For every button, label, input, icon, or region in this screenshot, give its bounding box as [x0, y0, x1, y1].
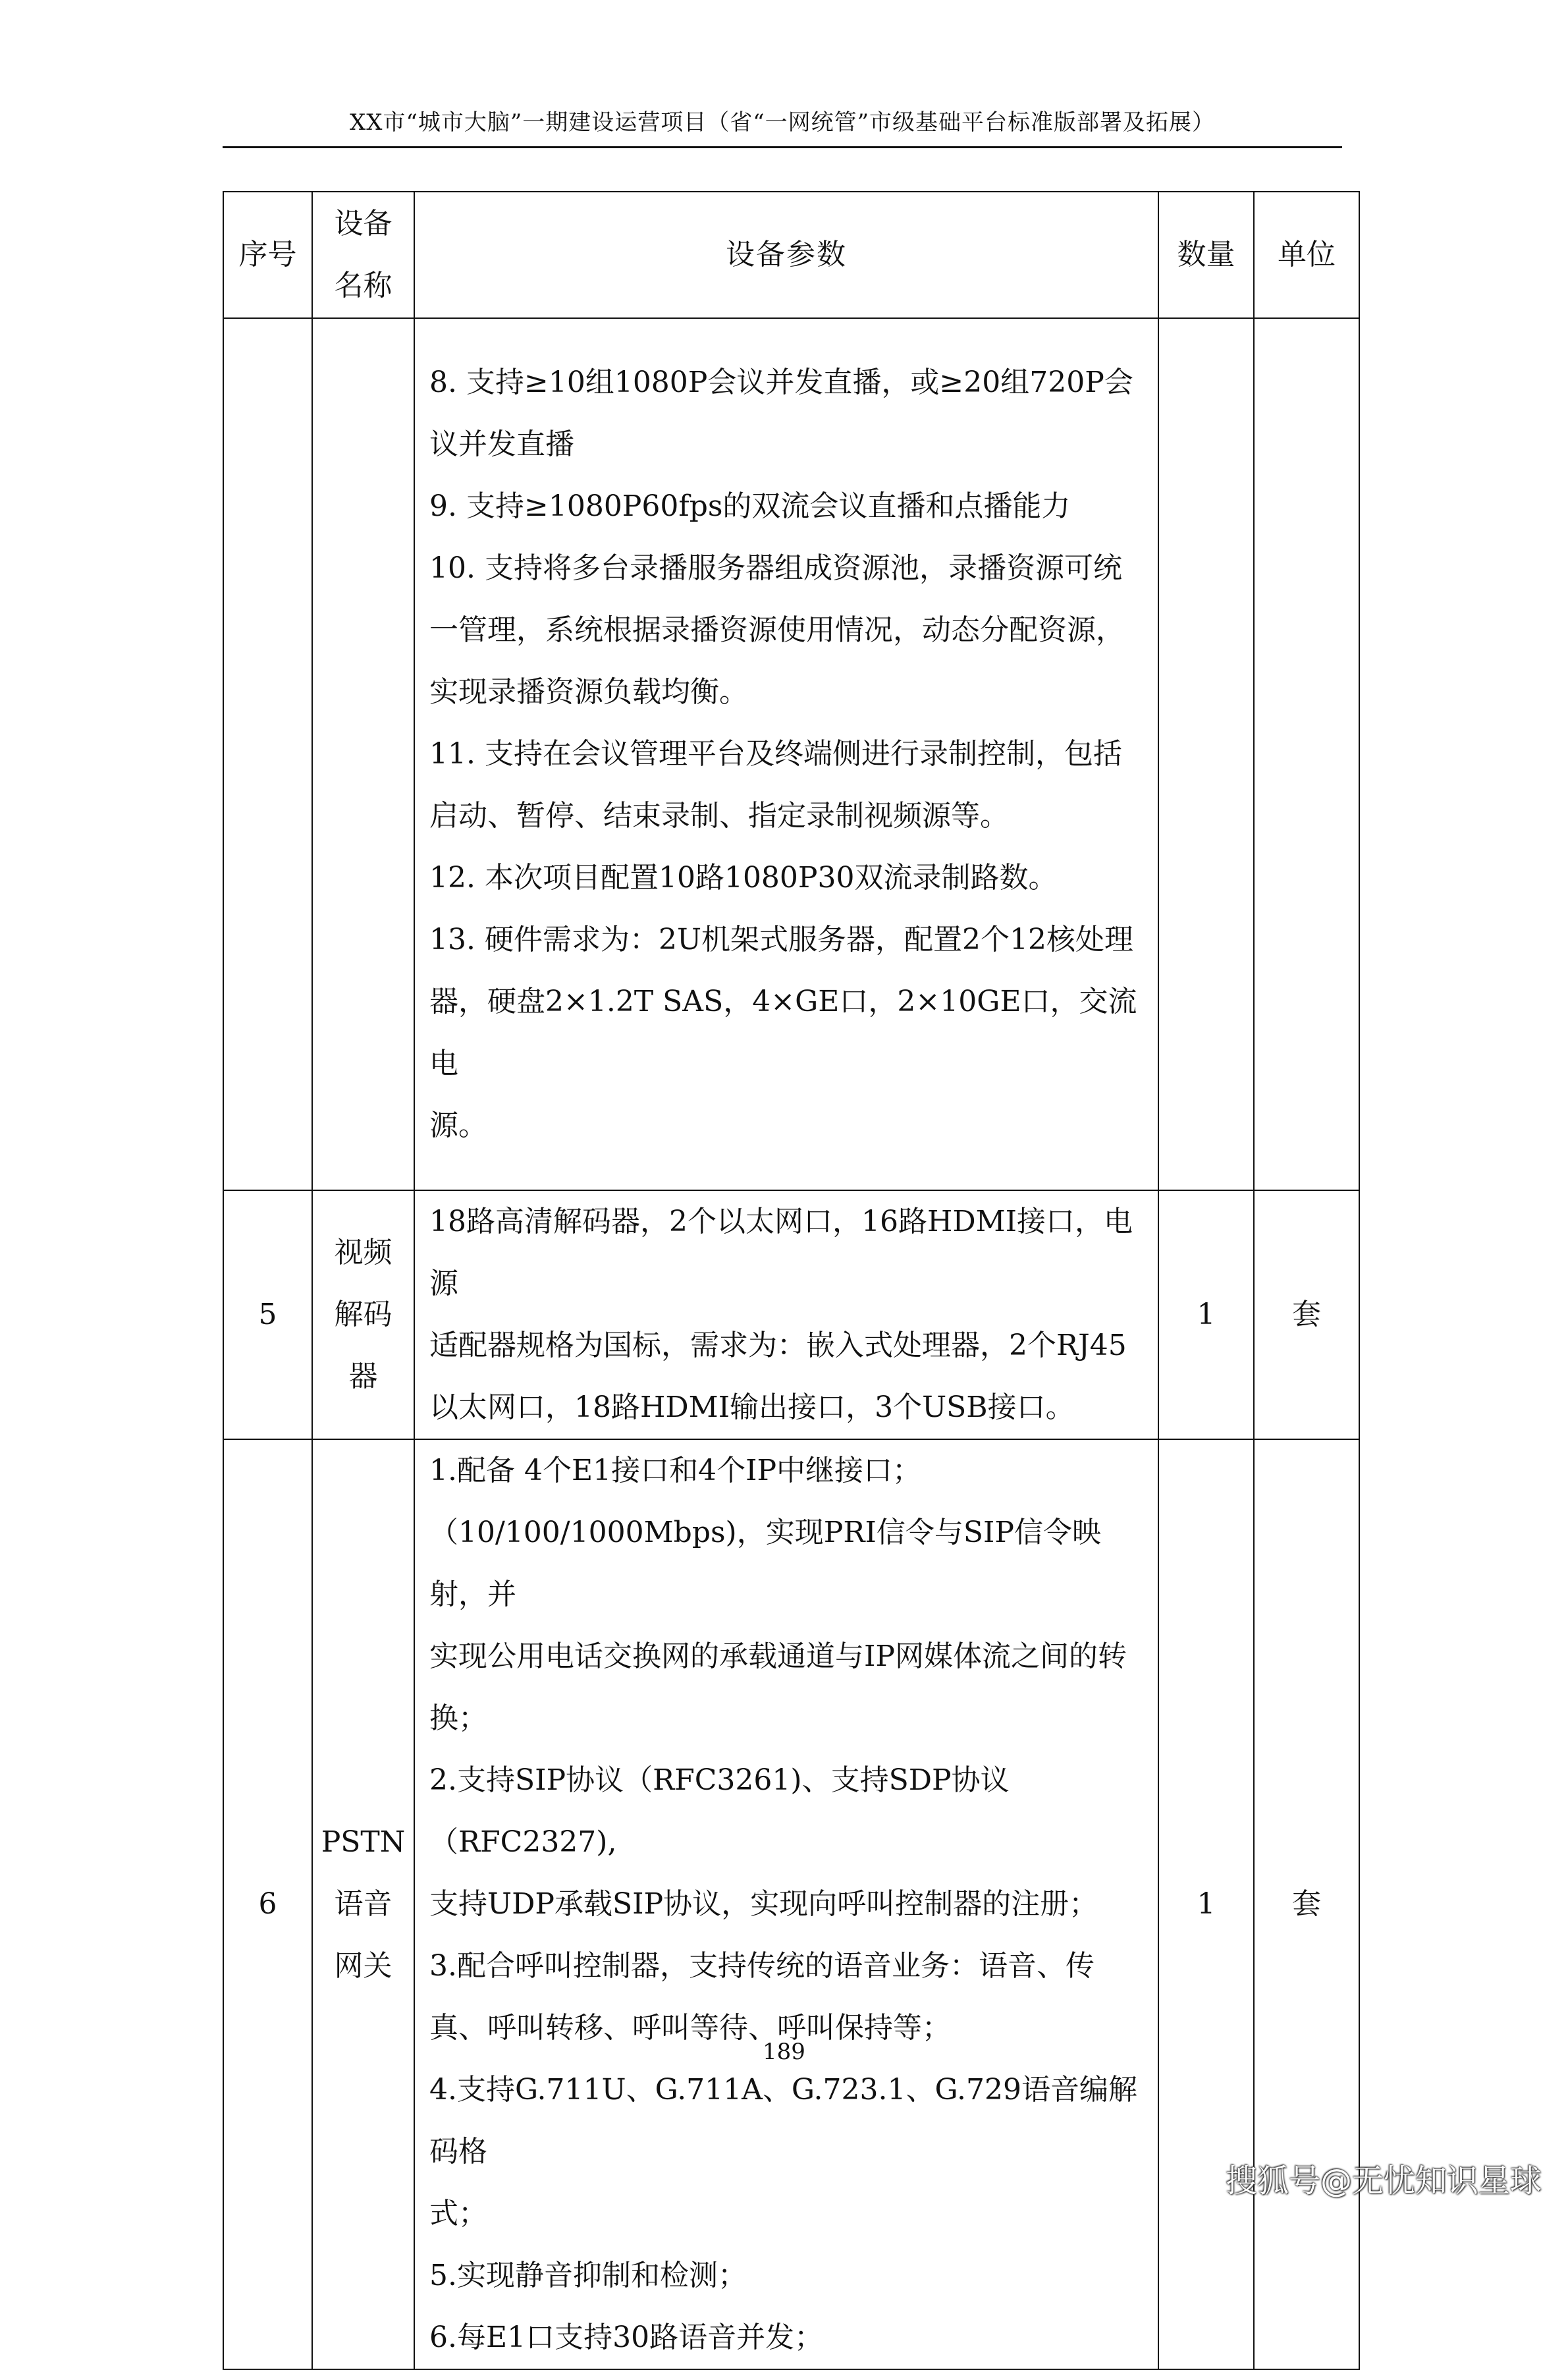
name-line: 视频 — [334, 1236, 392, 1269]
table-header-row — [223, 192, 1359, 318]
name-line: PSTN — [321, 1825, 406, 1859]
row-params — [414, 1190, 1158, 1439]
table-row — [223, 1190, 1359, 1439]
param-line: 3.配合呼叫控制器，支持传统的语音业务：语音、传 — [429, 1949, 1095, 1983]
param-line: 12. 本次项目配置10路1080P30双流录制路数。 — [429, 861, 1058, 895]
row-name — [312, 1190, 414, 1439]
param-line: 实现公用电话交换网的承载通道与IP网媒体流之间的转 — [429, 1640, 1127, 1673]
header-name — [312, 192, 414, 318]
param-line: 支持UDP承载SIP协议，实现向呼叫控制器的注册； — [429, 1887, 1098, 1921]
param-line: 源。 — [429, 1109, 487, 1142]
row-qty: 1 — [1158, 1439, 1254, 2369]
header-qty: 数量 — [1158, 192, 1254, 318]
param-line: 器，硬盘2×1.2T SAS，4×GE口，2×10GE口，交流电 — [429, 985, 1137, 1080]
row-index — [223, 318, 312, 1190]
name-line: 器 — [348, 1360, 378, 1393]
row-index: 5 — [223, 1190, 312, 1439]
row-qty — [1158, 318, 1254, 1190]
header-params: 设备参数 — [414, 192, 1158, 318]
param-line: 4.支持G.711U、G.711A、G.723.1、G.729语音编解码格 — [429, 2073, 1138, 2168]
param-line: 5.实现静音抑制和检测； — [429, 2259, 747, 2292]
header-index: 序号 — [223, 192, 312, 318]
param-line: 一管理，系统根据录播资源使用情况，动态分配资源， — [429, 613, 1125, 647]
name-line: 网关 — [334, 1949, 392, 1983]
param-line: 以太网口，18路HDMI输出接口，3个USB接口。 — [429, 1391, 1075, 1424]
param-line: 8. 支持≥10组1080P会议并发直播，或≥20组720P会 — [429, 366, 1133, 399]
document-header: XX市“城市大脑”一期建设运营项目（省“一网统管”市级基础平台标准版部署及拓展） — [350, 109, 1215, 136]
header-unit: 单位 — [1254, 192, 1359, 318]
param-line: 6.每E1口支持30路语音并发； — [429, 2321, 824, 2354]
param-line: 实现录播资源负载均衡。 — [429, 675, 748, 709]
param-line: 9. 支持≥1080P60fps的双流会议直播和点播能力 — [429, 489, 1071, 523]
param-line: 11. 支持在会议管理平台及终端侧进行录制控制，包括 — [429, 737, 1122, 771]
watermark: 搜狐号@无忧知识星球 — [1225, 2163, 1542, 2199]
param-line: 适配器规格为国标，需求为：嵌入式处理器，2个RJ45 — [429, 1329, 1127, 1362]
header-divider — [223, 146, 1342, 148]
row-unit: 套 — [1254, 1439, 1359, 2369]
param-line: （10/100/1000Mbps)，实现PRI信令与SIP信令映射，并 — [429, 1516, 1101, 1611]
param-line: 2.支持SIP协议（RFC3261)、支持SDP协议（RFC2327), — [429, 1763, 1010, 1859]
row-unit — [1254, 318, 1359, 1190]
row-unit: 套 — [1254, 1190, 1359, 1439]
param-line: 换； — [429, 1701, 487, 1735]
param-line: 式； — [429, 2197, 487, 2230]
row-qty: 1 — [1158, 1190, 1254, 1439]
table-row — [223, 318, 1359, 1190]
param-line: 13. 硬件需求为：2U机架式服务器，配置2个12核处理 — [429, 923, 1134, 956]
name-line: 语音 — [334, 1887, 392, 1921]
param-line: 18路高清解码器，2个以太网口，16路HDMI接口，电源 — [429, 1205, 1133, 1300]
name-line: 解码 — [334, 1298, 392, 1331]
row-params — [414, 318, 1158, 1190]
row-name — [312, 1439, 414, 2369]
table-row — [223, 1439, 1359, 2369]
param-line: 启动、暂停、结束录制、指定录制视频源等。 — [429, 799, 1009, 833]
param-line: 真、呼叫转移、呼叫等待、呼叫保持等； — [429, 2011, 951, 2045]
row-index: 6 — [223, 1439, 312, 2369]
param-line: 1.配备 4个E1接口和4个IP中继接口； — [429, 1454, 922, 1487]
row-params — [414, 1439, 1158, 2369]
param-line: 议并发直播 — [429, 427, 574, 461]
header-name-line2: 名称 — [334, 269, 392, 302]
header-name-line1: 设备 — [334, 207, 392, 240]
page-number: 189 — [763, 2039, 805, 2065]
row-name — [312, 318, 414, 1190]
param-line: 10. 支持将多台录播服务器组成资源池，录播资源可统 — [429, 551, 1122, 585]
